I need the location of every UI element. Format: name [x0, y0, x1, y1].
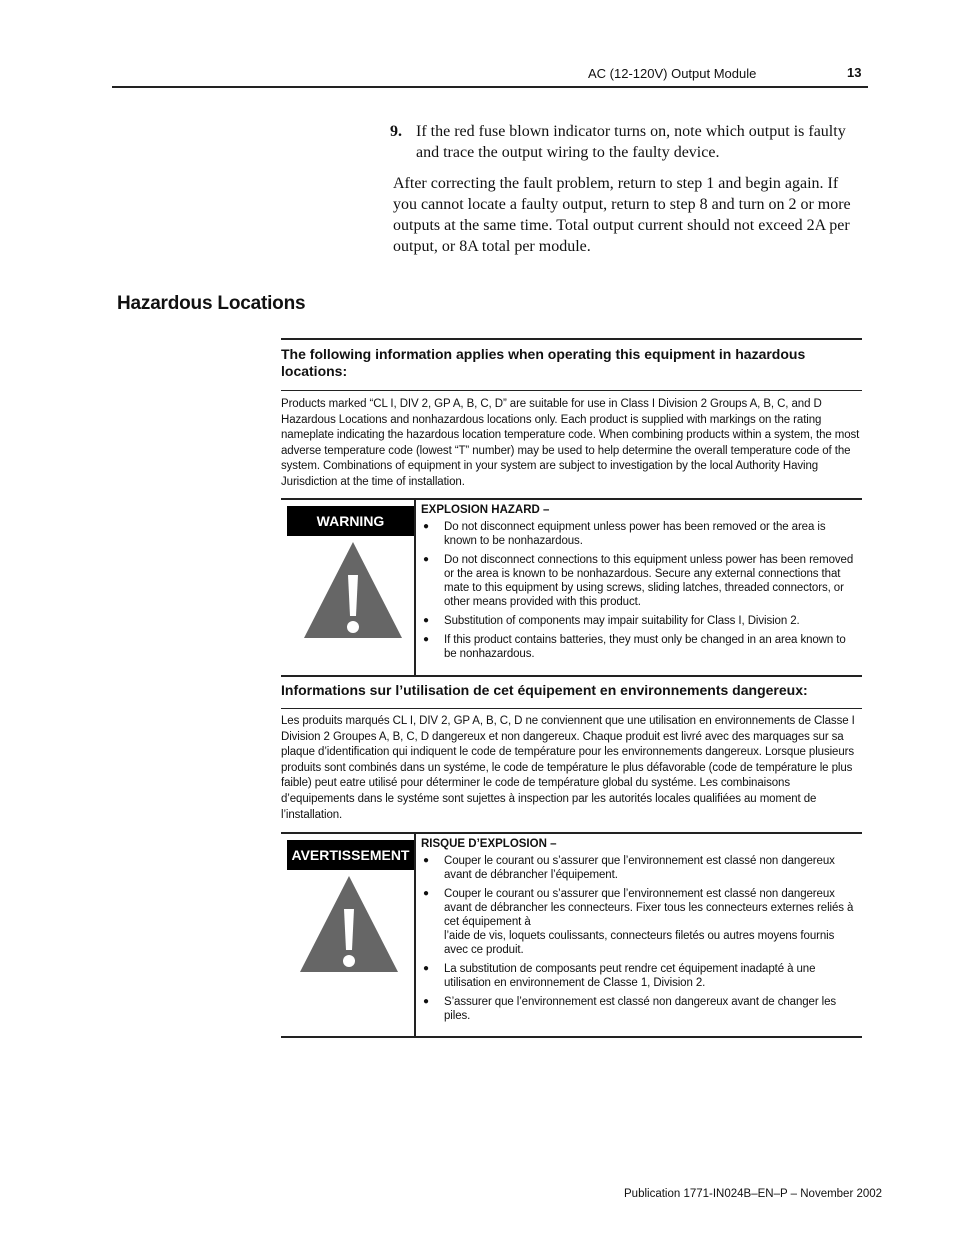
- after-correction-paragraph: After correcting the fault problem, return to step 1 and begin again. If you cannot locate a faulty output, return to step 8 and turn on 2 or more outputs at the same time. Total output current should not exceed 2A per output, or 8A total per module.: [393, 175, 851, 255]
- rule: [281, 390, 862, 391]
- list-item: ● S’assurer que l’environnement est classé non dangereux avant de changer les piles.: [421, 995, 858, 1023]
- french-body-box: [281, 714, 862, 823]
- warning-triangle-icon: [303, 540, 403, 640]
- hazard-label: RISQUE D’EXPLOSION –: [421, 838, 557, 850]
- table-bottom-rule: [281, 1036, 862, 1038]
- step-text: If the red fuse blown indicator turns on, note which output is faulty and trace the output wiring to the faulty device.: [416, 123, 846, 161]
- table-top-rule: [281, 338, 862, 340]
- english-body: Products marked “CL I, DIV 2, GP A, B, C, D” are suitable for use in Class I Division 2 Groups A, B, C, and D Hazardous Locations and nonhazardous locations only. Each product is supplied with markings on the rating nameplate indicating the hazardous location temperature code. When combining products within a system, the most adverse temperature code (lowest “T” number) may be used to help determine the overall temperature code of the system. Combinations of equipment in your system are subject to investigation by the local Authority Having Jurisdiction at the time of installation.: [281, 398, 860, 488]
- english-warning-panel: [281, 500, 862, 675]
- warning-text-cell: [421, 504, 858, 666]
- french-body: Les produits marqués CL I, DIV 2, GP A, B, C, D ne conviennent que une utilisation en environnements de Classe I Division 2 Groupes A, B, C, D dangereux et non dangereux. Chaque produit est livré avec des marquages sur sa plaque d’identification qui indiquent le code de température pour les environnements dangereux. Lorsque plusieurs produits sont combinés dans un systéme, le code de température le plus défavorable (code de température le plus faible) peut eatre utilisé pour déterminer le code de température global du systéme. Les combinaisons d’equipements dans le systéme sont sujettes à inspection par les autorités locales qualifiées au moment de l’installation.: [281, 715, 855, 821]
- english-body-box: [281, 397, 862, 491]
- page-number: 13: [847, 65, 862, 80]
- warning-badge: WARNING: [287, 506, 414, 536]
- warning-left-cell: [281, 500, 416, 675]
- step-number: 9.: [390, 123, 402, 140]
- section-title: Hazardous Locations: [117, 293, 306, 314]
- warning-list: [421, 854, 858, 1023]
- warning-text-cell: [421, 838, 858, 1028]
- rule: [281, 708, 862, 709]
- running-header-title: AC (12-120V) Output Module: [588, 66, 757, 81]
- list-item: ● Substitution of components may impair suitability for Class I, Division 2.: [421, 614, 858, 628]
- list-item: ● Couper le courant ou s’assurer que l’environnement est classé non dangereux avant de débrancher l’équipement.: [421, 854, 858, 882]
- warning-triangle-icon: [299, 874, 399, 974]
- hazard-label: EXPLOSION HAZARD –: [421, 504, 550, 516]
- list-item: ● Do not disconnect connections to this equipment unless power has been removed or the area is known to be nonhazardous. Secure any external connections that mate to this equipment by using screws, sliding latches, threaded connectors, or other means provided with this product.: [421, 553, 858, 609]
- publication-footer: Publication 1771-IN024B–EN–P – November 2002: [624, 1188, 883, 1200]
- english-heading-box: [281, 346, 862, 380]
- list-item: ● Do not disconnect equipment unless power has been removed or the area is known to be nonhazardous.: [421, 520, 858, 548]
- french-heading-box: [281, 682, 862, 699]
- warning-list: [421, 520, 858, 661]
- list-item: ● Couper le courant ou s’assurer que l’environnement est classé non dangereux avant de débrancher les connecteurs. Fixer tous les connecteurs externes reliés à cet équipement à l’aide de vis, loquets coulissants, connecteurs filetés ou autres moyens fournis avec ce produit.: [421, 887, 858, 957]
- warning-badge: AVERTISSEMENT: [287, 840, 414, 870]
- list-item: ● If this product contains batteries, they must only be changed in an area known to be nonhazardous.: [421, 633, 858, 661]
- step-item: [390, 121, 860, 163]
- list-item: ● La substitution de composants peut rendre cet équipement inadapté à une utilisation en environnement de Classe 1, Division 2.: [421, 962, 858, 990]
- header-rule: [112, 86, 868, 88]
- french-warning-panel: [281, 834, 862, 1037]
- warning-left-cell: [281, 834, 416, 1037]
- english-heading: The following information applies when operating this equipment in hazardous locations:: [281, 346, 806, 379]
- french-heading: Informations sur l’utilisation de cet équipement en environnements dangereux:: [281, 682, 808, 698]
- rule: [281, 675, 862, 677]
